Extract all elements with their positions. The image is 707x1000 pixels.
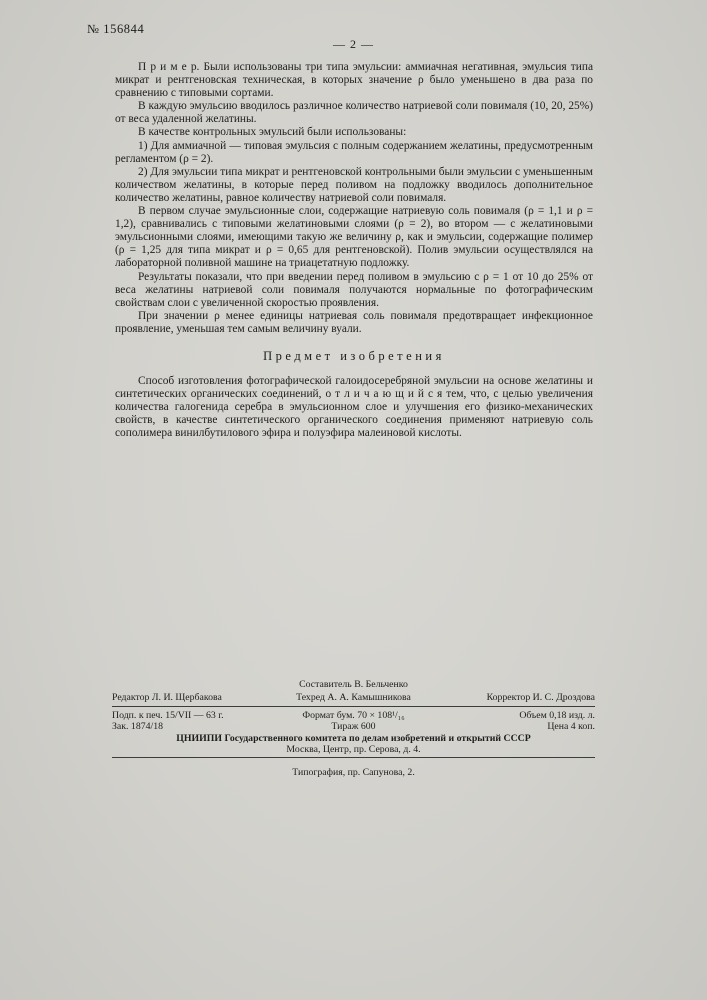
paragraph: Результаты показали, что при введении перед поливом в эмульсию с ρ = 1 от 10 до 25% от веса желатины натриевой соли повималя получаются нормальные по фотографическим свойствам слои с увеличенной скоростью проявления. [115, 270, 593, 309]
divider [112, 706, 595, 707]
body-text [115, 61, 593, 441]
order-number: Зак. 1874/18 [112, 721, 164, 733]
print-date: Подп. к печ. 15/VII — 63 г. [112, 709, 224, 721]
corrector-credit: Корректор И. С. Дроздова [486, 692, 595, 704]
document-number: № 156844 [87, 22, 145, 36]
circulation: Тираж 600 [331, 721, 376, 733]
divider [112, 757, 595, 758]
compiler-credit: Составитель В. Бельченко [299, 679, 408, 690]
section-heading: Предмет изобретения [263, 348, 445, 363]
volume: Объем 0,18 изд. л. [519, 709, 595, 721]
typography-line: Типография, пр. Сапунова, 2. [292, 767, 415, 779]
publisher-address: Москва, Центр, пр. Серова, д. 4. [286, 744, 421, 756]
paragraph: В качестве контрольных эмульсий были использованы: [138, 126, 407, 139]
paragraph: В каждую эмульсию вводилось различное количество натриевой соли повималя (10, 20, 25%) от веса удаленной желатины. [115, 100, 593, 126]
techred-credit: Техред А. А. Камышникова [296, 692, 411, 704]
paragraph: 1) Для аммиачной — типовая эмульсия с полным содержанием желатины, предусмотренным регламентом (ρ = 2). [115, 139, 593, 165]
claim-paragraph: Способ изготовления фотографической галоидосеребряной эмульсии на основе желатины и синтетических органических соединений, о т л и ч а ю щ и й с я тем, что, с целью увеличения количества галогенида серебра в эмульсионном слое и улучшения его физико-механических свойств, в качестве синтетического органического соединения применяют натриевую соль сополимера винилбутилового эфира и полуэфира малеиновой кислоты. [115, 375, 593, 440]
print-info-row [112, 710, 595, 721]
publisher-line: ЦНИИПИ Государственного комитета по делам изобретений и открытий СССР [176, 732, 531, 744]
page-number: — 2 — [333, 37, 374, 51]
price: Цена 4 коп. [547, 721, 595, 733]
editor-credit: Редактор Л. И. Щербакова [112, 692, 222, 704]
order-info-row [112, 721, 595, 732]
paragraph: 2) Для эмульсии типа микрат и рентгеновской контрольными были эмульсии с уменьшенным количеством желатины, в которые перед поливом на подложку вводилось дополнительное количество желатины, равное количеству натриевой соли повималя. [115, 165, 593, 204]
imprint-block [112, 679, 595, 779]
paragraph: В первом случае эмульсионные слои, содержащие натриевую соль повималя (ρ = 1,1 и ρ = 1,2), сравнивались с типовыми желатиновыми слоями (ρ = 2), во втором — с желатиновыми эмульсионными слоями, имеющими такую же величину ρ, как и эмульсии, содержащие полимер (ρ = 1,25 для типа микрат и ρ = 0,65 для рентгеновской). Полив эмульсии осуществлялся на лабораторной поливной машине на триацетатную подложку. [115, 205, 593, 270]
paper-format: Формат бум. 70 × 108¹/₁₆ [302, 709, 405, 721]
credits-row [112, 692, 595, 703]
paragraph: При значении ρ менее единицы натриевая соль повималя предотвращает инфекционное проявление, уменьшая тем самым величину вуали. [115, 309, 593, 335]
paragraph: П р и м е р. Были использованы три типа эмульсии: аммиачная негативная, эмульсия типа микрат и рентгеновская техническая, в которых значение ρ было уменьшено в два раза по сравнению с типовыми сортами. [115, 61, 593, 100]
